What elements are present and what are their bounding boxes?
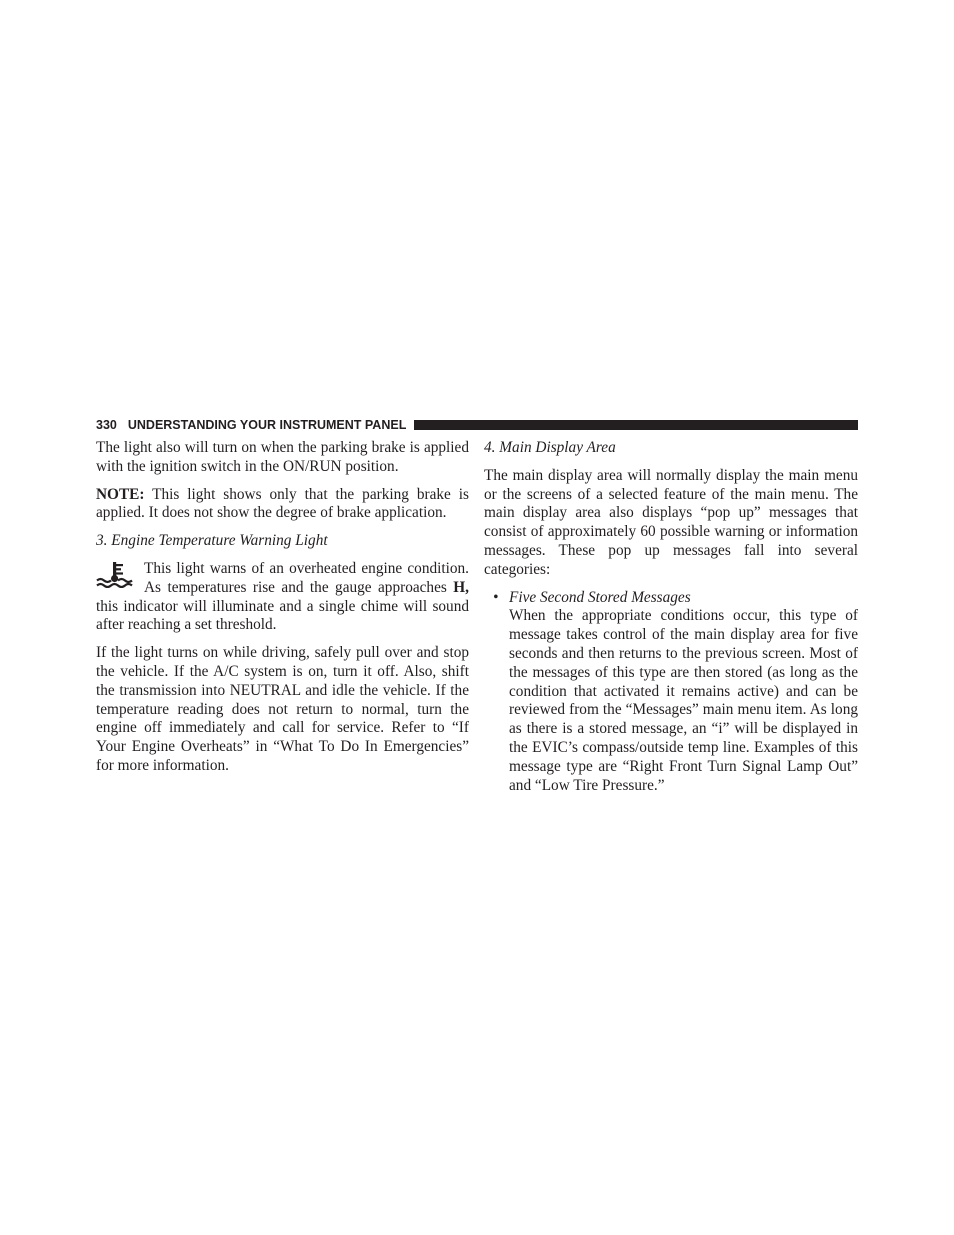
bullet-list-item [493,588,858,796]
bullet-body: When the appropriate conditions occur, this type of message takes control of the main display area for five seconds and then returns to the previous screen. Most of the messages of this type are then stored (as long as the condition that activated it remains active) and can be reviewed from the “Messages” main menu item. As long as there is a stored message, an “i” will be displayed in the EVIC’s compass/outside temp line. Examples of this message type are “Right Front Turn Signal Lamp Out” and “Low Tire Pressure.” [509,607,858,794]
engine-temperature-icon [96,562,136,588]
bullet-title [493,588,858,608]
engine-temperature-text-b: this indicator will illuminate and a single chime will sound after reaching a set threshold. [96,597,469,634]
section-title: UNDERSTANDING YOUR INSTRUMENT PANEL [127,417,407,432]
engine-temperature-heading: 3. Engine Temperature Warning Light [96,532,328,550]
parking-brake-paragraph: The light also will turn on when the parking brake is applied with the ignition switch in the ON/RUN position. [96,439,469,475]
main-display-heading: 4. Main Display Area [484,439,616,456]
left-column [96,439,469,785]
note-paragraph [96,486,469,524]
right-column [484,439,858,795]
page-number: 330 [96,417,117,432]
note-text: This light shows only that the parking brake is applied. It does not show the degree of brake application. [96,485,469,522]
page-header [96,417,858,432]
bullet-title-text: Five Second Stored Messages [509,588,691,606]
engine-temperature-text-a: This light warns of an overheated engine condition. As temperatures rise and the gauge approaches [144,559,469,596]
bullet-dot: • [493,588,499,606]
engine-temperature-paragraph [96,560,469,635]
overheat-instructions-paragraph: If the light turns on while driving, safely pull over and stop the vehicle. If the A/C system is on, turn it off. Also, shift the transmission into NEUTRAL and idle the vehicle. If the temperature reading does not return to normal, turn the engine off immediately and call for service. Refer to “If Your Engine Overheats” in “What To Do In Emergencies” for more information. [96,644,469,774]
main-display-paragraph: The main display area will normally display the main menu or the screens of a selected feature of the main menu. The main display area also displays “pop up” messages that consist of approximately 60 possible warning or information messages. These pop up messages fall into several categories: [484,466,858,578]
header-rule [414,420,858,430]
gauge-h-label: H, [453,578,469,596]
note-label: NOTE: [96,485,145,503]
